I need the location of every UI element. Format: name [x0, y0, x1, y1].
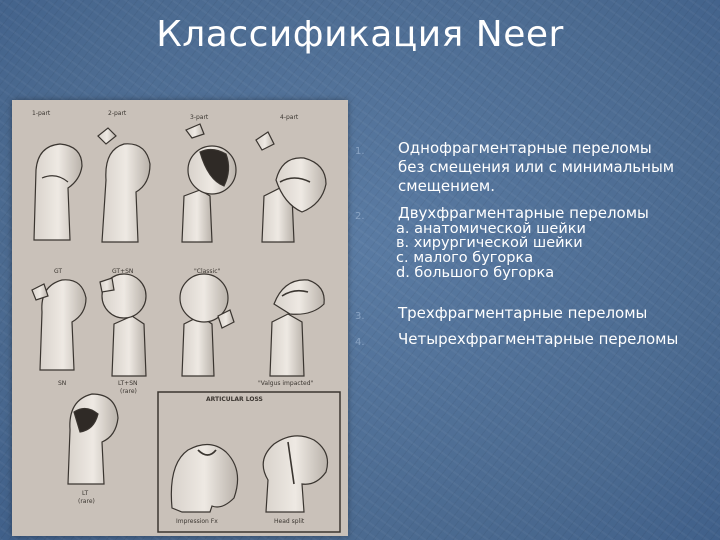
label-articular-loss: ARTICULAR LOSS — [206, 396, 263, 403]
drawing-valgus — [270, 280, 324, 376]
list-number-3: 3. — [355, 311, 365, 322]
list-number-2: 2. — [355, 211, 365, 222]
drawing-classic — [180, 274, 234, 376]
list-item-2-sub-a: a. анатомической шейки — [396, 221, 586, 237]
list-item-4-line-1: Четырехфрагментарные переломы — [398, 330, 679, 348]
label-head-split: Head split — [274, 518, 305, 525]
label-impression: Impression Fx — [176, 518, 218, 525]
drawing-4part — [256, 132, 326, 242]
label-1part: 1-part — [32, 110, 51, 117]
list-item-2-line-1: Двухфрагментарные переломы — [398, 204, 649, 222]
label-lt: LT — [82, 490, 89, 497]
drawing-lt — [68, 394, 118, 484]
label-sn: SN — [58, 380, 67, 387]
slide-title: Классификация Neer — [156, 14, 564, 55]
label-rare-1: (rare) — [120, 388, 137, 395]
drawing-head-split — [263, 436, 327, 512]
drawing-impression — [171, 444, 237, 512]
label-classic: "Classic" — [194, 268, 221, 275]
list-item-3-line-1: Трехфрагментарные переломы — [398, 304, 648, 322]
label-2part: 2-part — [108, 110, 127, 117]
list-item-1-line-3: смещением. — [398, 177, 496, 195]
label-3part: 3-part — [190, 114, 209, 121]
label-ltsn: LT+SN — [118, 380, 138, 387]
drawing-gtsn — [100, 274, 146, 376]
neer-classification-figure — [12, 100, 348, 536]
drawing-1part — [34, 144, 82, 240]
humerus-drawings — [12, 100, 348, 536]
label-valgus: "Valgus impacted" — [258, 380, 314, 387]
drawing-2part — [98, 128, 150, 242]
list-item-2-sub-c: c. малого бугорка — [396, 250, 534, 266]
list-item-2-sub-d: d. большого бугорка — [396, 265, 555, 281]
list-number-1: 1. — [355, 146, 365, 157]
label-4part: 4-part — [280, 114, 299, 121]
drawing-gt — [32, 280, 86, 370]
drawing-3part — [182, 124, 236, 242]
label-gtsn: GT+SN — [112, 268, 134, 275]
list-number-4: 4. — [355, 337, 365, 348]
label-gt: GT — [54, 268, 63, 275]
list-item-1-line-1: Однофрагментарные переломы — [398, 139, 652, 157]
list-item-1-line-2: без смещения или с минимальным — [398, 158, 675, 176]
list-item-2-sub-b: в. хирургической шейки — [396, 235, 583, 251]
label-rare-2: (rare) — [78, 498, 95, 505]
